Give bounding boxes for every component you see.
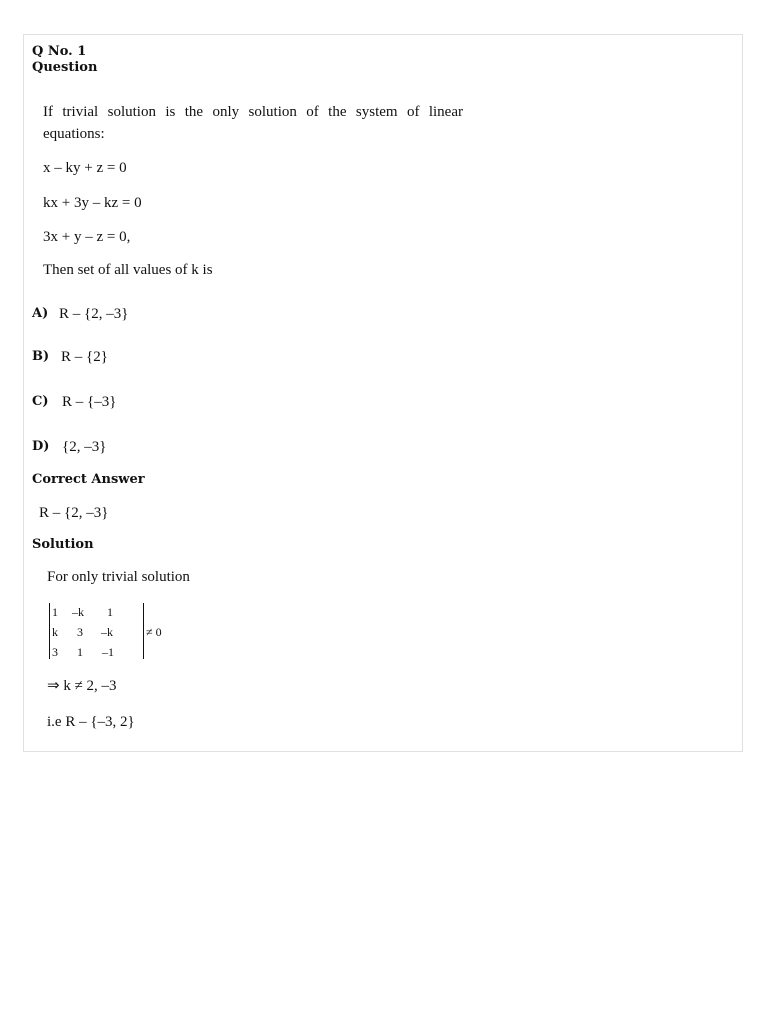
matrix-cell: 3 bbox=[52, 645, 58, 659]
matrix-cell: 1 bbox=[77, 645, 83, 659]
matrix-cell: k bbox=[52, 625, 58, 639]
solution-conclusion: i.e R – {–3, 2} bbox=[47, 714, 135, 730]
equation-1: x – ky + z = 0 bbox=[43, 160, 127, 176]
question-number: Q No. 1 bbox=[32, 44, 87, 59]
correct-answer-heading: Correct Answer bbox=[32, 472, 145, 487]
option-d-letter: D) bbox=[32, 439, 50, 454]
not-equal-zero: ≠ 0 bbox=[146, 625, 162, 639]
question-prompt: Then set of all values of k is bbox=[43, 262, 213, 278]
option-c-text: R – {–3} bbox=[62, 394, 117, 410]
matrix-cell: 1 bbox=[52, 605, 58, 619]
equation-3: 3x + y – z = 0, bbox=[43, 229, 131, 245]
option-c-letter: C) bbox=[32, 394, 49, 409]
solution-implies: ⇒ k ≠ 2, –3 bbox=[47, 678, 117, 694]
option-b-text: R – {2} bbox=[61, 349, 108, 365]
correct-answer-text: R – {2, –3} bbox=[39, 505, 109, 521]
question-intro-line1: If trivial solution is the only solution of the system of linear bbox=[43, 104, 463, 120]
option-d-text: {2, –3} bbox=[62, 439, 107, 455]
question-card bbox=[23, 34, 743, 752]
matrix-cell: 3 bbox=[77, 625, 83, 639]
option-a-letter: A) bbox=[32, 306, 49, 321]
solution-line1: For only trivial solution bbox=[47, 569, 190, 585]
matrix-cell: –1 bbox=[102, 645, 114, 659]
equation-2: kx + 3y – kz = 0 bbox=[43, 195, 142, 211]
option-a-text: R – {2, –3} bbox=[59, 306, 129, 322]
matrix-cell: –k bbox=[72, 605, 84, 619]
determinant-right-bar bbox=[143, 603, 144, 659]
option-b-letter: B) bbox=[32, 349, 50, 364]
question-intro-line2: equations: bbox=[43, 126, 105, 142]
matrix-cell: –k bbox=[101, 625, 113, 639]
solution-heading: Solution bbox=[32, 537, 94, 552]
question-heading: Question bbox=[32, 60, 98, 75]
determinant-left-bar bbox=[49, 603, 50, 659]
determinant bbox=[49, 601, 162, 661]
matrix-cell: 1 bbox=[107, 605, 113, 619]
